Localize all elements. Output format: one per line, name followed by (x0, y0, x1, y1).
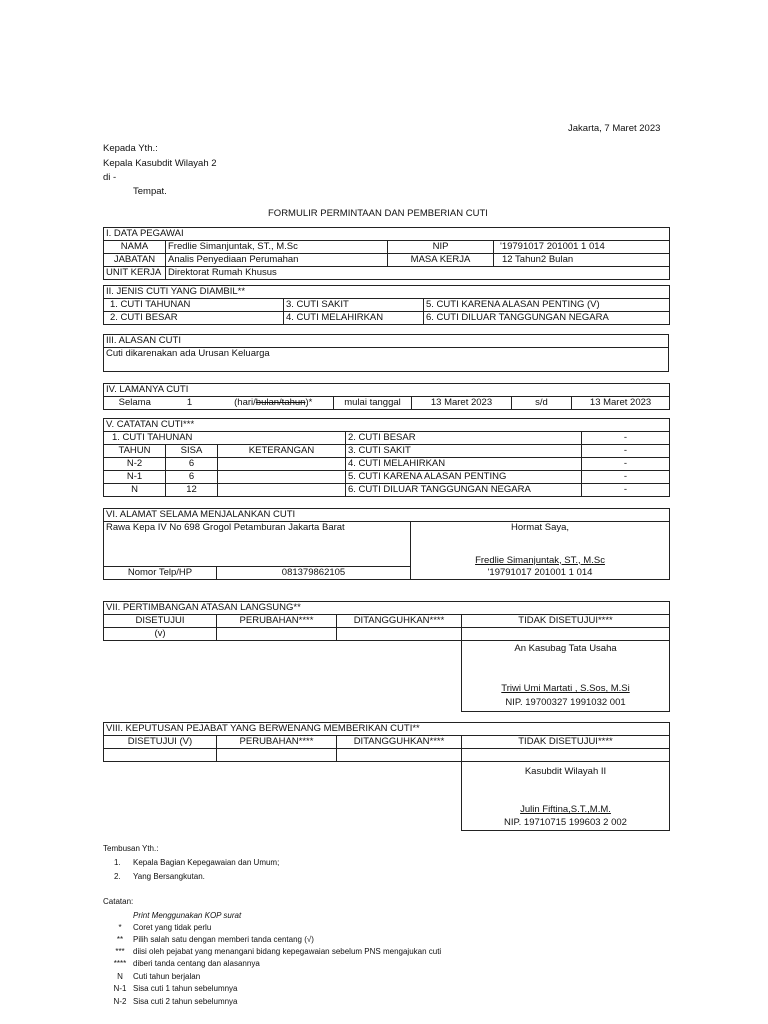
section-title: I. DATA PEGAWAI (104, 228, 670, 241)
jabatan-label: JABATAN (104, 254, 166, 267)
note-symbol: *** (115, 947, 125, 956)
section-title: VIII. KEPUTUSAN PEJABAT YANG BERWENANG MEMBERIKAN CUTI** (104, 723, 670, 736)
row-tahun: N-1 (104, 471, 166, 484)
check-perubahan (217, 749, 337, 762)
tembusan-1-number: 1. (114, 858, 121, 867)
right-value-3: - (582, 458, 670, 471)
note-symbol: ** (116, 935, 124, 944)
check-tidak-disetujui (462, 628, 670, 641)
section-title: II. JENIS CUTI YANG DIAMBIL** (104, 286, 670, 299)
recipient-line-2: Kepala Kasubdit Wilayah 2 (103, 158, 217, 169)
row-keterangan (218, 484, 346, 497)
section-title: VI. ALAMAT SELAMA MENJALANKAN CUTI (104, 509, 670, 522)
note-symbol: N-1 (113, 984, 127, 993)
header-ditangguhkan: DITANGGUHKAN**** (337, 736, 462, 749)
selama-label: Selama (104, 397, 166, 410)
option-cuti-besar: 2. CUTI BESAR (104, 312, 284, 325)
letter-date: Jakarta, 7 Maret 2023 (568, 123, 661, 134)
note-text: Sisa cuti 2 tahun sebelumnya (133, 997, 238, 1006)
pejabat-signature (462, 762, 670, 831)
check-ditangguhkan (337, 628, 462, 641)
duration-unit-open: (hari/ (234, 397, 256, 408)
option-cuti-melahirkan: 4. CUTI MELAHIRKAN (284, 312, 424, 325)
hormat-saya: Hormat Saya, (510, 522, 570, 533)
nama-value: Fredlie Simanjuntak, ST., M.Sc (166, 241, 388, 254)
row-sisa: 12 (166, 484, 218, 497)
section-lamanya-cuti (103, 383, 670, 410)
header-disetujui: DISETUJUI (104, 615, 217, 628)
cuti-tahunan-label: 1. CUTI TAHUNAN (104, 432, 346, 445)
pejabat-nip: NIP. 19710715 199603 2 002 (504, 817, 627, 828)
right-value-5: - (582, 484, 670, 497)
mulai-label: mulai tanggal (334, 397, 412, 410)
header-keterangan: KETERANGAN (218, 445, 346, 458)
jabatan-value: Analis Penyediaan Perumahan (166, 254, 388, 267)
section-title: V. CATATAN CUTI*** (104, 419, 670, 432)
form-title: FORMULIR PERMINTAAN DAN PEMBERIAN CUTI (268, 208, 488, 219)
header-tahun: TAHUN (104, 445, 166, 458)
tembusan-1: Kepala Bagian Kepegawaian dan Umum; (133, 858, 280, 867)
signer-name: Fredlie Simanjuntak, ST., M.Sc (475, 554, 605, 566)
unit-kerja-label: UNIT KERJA (104, 267, 166, 280)
header-sisa: SISA (166, 445, 218, 458)
section-title: VII. PERTIMBANGAN ATASAN LANGSUNG** (104, 602, 670, 615)
sd-label: s/d (512, 397, 572, 410)
atasan-nip: NIP. 19700327 1991032 001 (505, 697, 626, 708)
empty-area (104, 641, 462, 712)
row-keterangan (218, 471, 346, 484)
nip-value: '19791017 201001 1 014 (494, 241, 670, 254)
alasan-value: Cuti dikarenakan ada Urusan Keluarga (104, 348, 669, 372)
check-disetujui (104, 749, 217, 762)
option-cuti-tahunan: 1. CUTI TAHUNAN (104, 299, 284, 312)
telp-value: 081379862105 (217, 567, 411, 580)
empty-area (104, 762, 462, 831)
catatan-label: Catatan: (103, 897, 134, 906)
pejabat-role: Kasubdit Wilayah II (524, 766, 607, 777)
note-symbol: * (118, 923, 122, 932)
header-tidak-disetujui: TIDAK DISETUJUI**** (462, 736, 670, 749)
start-date: 13 Maret 2023 (412, 397, 512, 410)
duration-unit-close: )* (305, 397, 313, 408)
option-cuti-sakit: 3. CUTI SAKIT (284, 299, 424, 312)
check-ditangguhkan (337, 749, 462, 762)
tembusan-2: Yang Bersangkutan. (133, 872, 205, 881)
check-disetujui: (v) (104, 628, 217, 641)
right-label-3: 4. CUTI MELAHIRKAN (346, 458, 582, 471)
signature-block (411, 522, 670, 567)
row-sisa: 6 (166, 458, 218, 471)
note-symbol: N (117, 972, 123, 981)
alamat-value: Rawa Kepa IV No 698 Grogol Petamburan Jakarta Barat (104, 522, 411, 567)
note-text: diberi tanda centang dan alasannya (133, 959, 260, 968)
atasan-role: An Kasubag Tata Usaha (514, 643, 617, 654)
header-perubahan: PERUBAHAN**** (217, 615, 337, 628)
header-tidak-disetujui: TIDAK DISETUJUI**** (462, 615, 670, 628)
nip-label: NIP (388, 241, 494, 254)
right-label-5: 6. CUTI DILUAR TANGGUNGAN NEGARA (346, 484, 582, 497)
option-cuti-diluar-tanggungan: 6. CUTI DILUAR TANGGUNGAN NEGARA (424, 312, 670, 325)
right-label-2: 3. CUTI SAKIT (346, 445, 582, 458)
row-keterangan (218, 458, 346, 471)
note-text: Print Menggunakan KOP surat (133, 911, 242, 920)
tembusan-2-number: 2. (114, 872, 121, 881)
check-tidak-disetujui (462, 749, 670, 762)
atasan-name: Triwi Umi Martati , S.Sos, M.Si (501, 683, 630, 694)
section-jenis-cuti (103, 285, 670, 325)
section-keputusan-pejabat (103, 722, 670, 831)
section-alamat-cuti (103, 508, 670, 580)
right-value-4: - (582, 471, 670, 484)
tembusan-label: Tembusan Yth.: (103, 844, 159, 853)
atasan-signature (462, 641, 670, 712)
right-label-1: 2. CUTI BESAR (346, 432, 582, 445)
nama-label: NAMA (104, 241, 166, 254)
header-ditangguhkan: DITANGGUHKAN**** (337, 615, 462, 628)
section-title: III. ALASAN CUTI (104, 335, 669, 348)
masa-kerja-label: MASA KERJA (388, 254, 494, 267)
note-symbol: **** (113, 959, 127, 968)
duration-count: 1 (166, 397, 214, 410)
section-catatan-cuti (103, 418, 670, 497)
check-perubahan (217, 628, 337, 641)
recipient-line-1: Kepada Yth.: (103, 143, 158, 154)
row-tahun: N-2 (104, 458, 166, 471)
right-value-1: - (582, 432, 670, 445)
telp-label: Nomor Telp/HP (104, 567, 217, 580)
end-date: 13 Maret 2023 (572, 397, 670, 410)
section-alasan-cuti (103, 334, 669, 372)
row-sisa: 6 (166, 471, 218, 484)
pejabat-name: Julin Fiftina,S.T.,M.M. (520, 804, 611, 815)
note-text: Cuti tahun berjalan (133, 972, 201, 981)
note-symbol: N-2 (113, 997, 127, 1006)
duration-unit (214, 397, 334, 410)
recipient-line-4: Tempat. (133, 186, 167, 197)
header-disetujui: DISETUJUI (V) (104, 736, 217, 749)
option-cuti-alasan-penting: 5. CUTI KARENA ALASAN PENTING (V) (424, 299, 670, 312)
right-value-2: - (582, 445, 670, 458)
note-text: Pilih salah satu dengan memberi tanda centang (√) (133, 935, 314, 944)
right-label-4: 5. CUTI KARENA ALASAN PENTING (346, 471, 582, 484)
note-text: Coret yang tidak perlu (133, 923, 212, 932)
section-pertimbangan-atasan (103, 601, 670, 712)
section-data-pegawai (103, 227, 670, 280)
masa-kerja-value: 12 Tahun2 Bulan (494, 254, 670, 267)
signer-nip: '19791017 201001 1 014 (411, 567, 670, 580)
header-perubahan: PERUBAHAN**** (217, 736, 337, 749)
note-text: diisi oleh pejabat yang menangani bidang kepegawaian sebelum PNS mengajukan cuti (133, 947, 442, 956)
section-title: IV. LAMANYA CUTI (104, 384, 670, 397)
duration-unit-struck: bulan/tahun (255, 397, 306, 408)
note-text: Sisa cuti 1 tahun sebelumnya (133, 984, 238, 993)
unit-kerja-value: Direktorat Rumah Khusus (166, 267, 670, 280)
row-tahun: N (104, 484, 166, 497)
recipient-line-3: di - (103, 172, 117, 183)
